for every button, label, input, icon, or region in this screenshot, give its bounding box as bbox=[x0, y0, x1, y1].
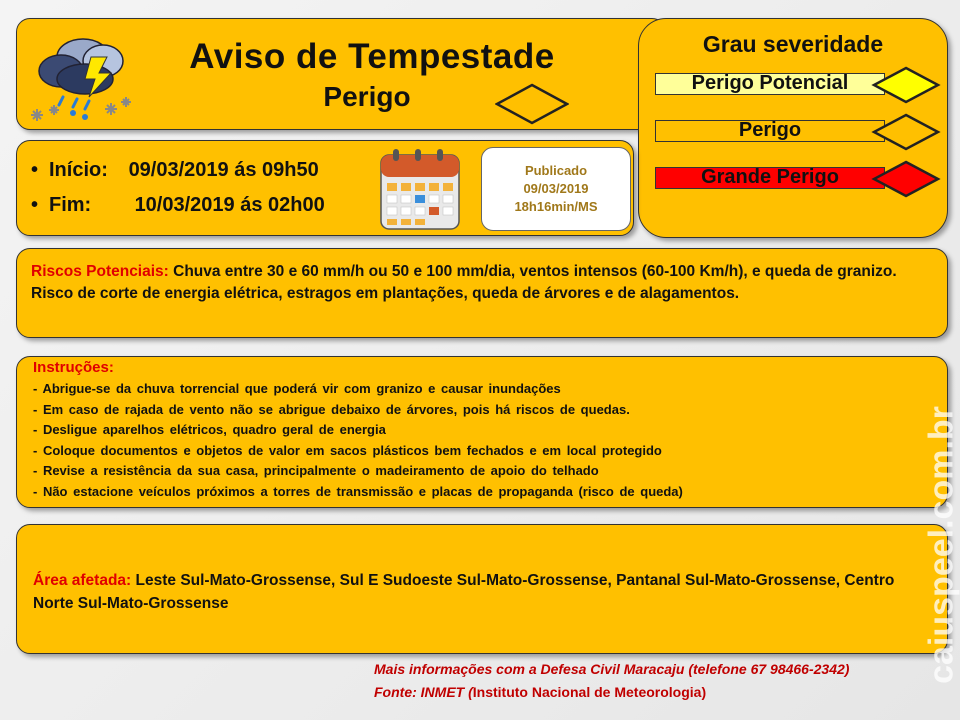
severity-diamond-icon bbox=[495, 81, 569, 127]
severity-label: Perigo Potencial bbox=[655, 73, 885, 95]
start-label: Início: bbox=[49, 159, 108, 181]
date-list bbox=[31, 159, 325, 229]
end-value: 10/03/2019 ás 02h00 bbox=[134, 194, 325, 216]
severity-level-grande bbox=[655, 167, 895, 191]
risks-description: Chuva entre 30 e 60 mm/h ou 50 e 100 mm/dia, ventos intensos (60-100 Km/h), e queda de granizo. Risco de corte de energia elétrica, estragos em plantações, queda de árvores e de alagamentos. bbox=[31, 263, 897, 302]
footer-contact: Mais informações com a Defesa Civil Maracaju (telefone 67 98466-2342) bbox=[374, 661, 850, 677]
severity-panel bbox=[638, 18, 948, 238]
instructions-panel bbox=[16, 356, 948, 508]
footer-source-prefix: Fonte: INMET ( bbox=[374, 684, 473, 700]
severity-level-potential bbox=[655, 73, 895, 97]
instruction-item: - Não estacione veículos próximos a torres de transmissão e placas de propaganda (risco de queda) bbox=[33, 483, 683, 499]
dates-panel bbox=[16, 140, 634, 236]
severity-label: Grande Perigo bbox=[655, 167, 885, 189]
instruction-item: - Coloque documentos e objetos de valor em sacos plásticos bem fechados e em local protegido bbox=[33, 442, 662, 458]
yellow-diamond-icon bbox=[871, 65, 941, 105]
instruction-item: - Desligue aparelhos elétricos, quadro geral de energia bbox=[33, 422, 386, 437]
published-box bbox=[481, 147, 631, 231]
instructions-list bbox=[33, 379, 683, 502]
footer-source bbox=[374, 684, 706, 700]
page-title: Aviso de Tempestade bbox=[189, 37, 555, 76]
area-label: Área afetada: bbox=[33, 572, 132, 589]
area-description: Leste Sul-Mato-Grossense, Sul E Sudoeste Sul-Mato-Grossense, Pantanal Sul-Mato-Grossense, Centro Norte Sul-Mato-Grossense bbox=[33, 572, 895, 612]
instruction-item: - Revise a resistência da sua casa, principalmente o madeiramento de apoio do telhado bbox=[33, 463, 599, 478]
footer-source-rest: Instituto Nacional de Meteorologia) bbox=[472, 684, 707, 700]
watermark bbox=[922, 406, 960, 684]
instruction-item: - Abrigue-se da chuva torrencial que poderá vir com granizo e causar inundações bbox=[33, 381, 561, 396]
orange-diamond-icon bbox=[871, 112, 941, 152]
red-diamond-icon bbox=[871, 159, 941, 199]
start-value: 09/03/2019 ás 09h50 bbox=[128, 159, 319, 181]
storm-cloud-icon bbox=[23, 27, 135, 125]
end-label: Fim: bbox=[49, 194, 92, 216]
instruction-item: - Em caso de rajada de vento não se abrigue debaixo de árvores, pois há riscos de quedas. bbox=[33, 401, 630, 417]
area-text bbox=[33, 569, 923, 615]
published-time: 18h16min/MS bbox=[514, 199, 598, 214]
watermark-text: caiuspeel.com.br bbox=[922, 406, 960, 684]
area-panel bbox=[16, 524, 948, 654]
title-panel bbox=[16, 18, 666, 130]
start-date: • Início: 09/03/2019 ás 09h50 bbox=[31, 159, 319, 181]
risks-panel bbox=[16, 248, 948, 338]
published-label: Publicado bbox=[524, 163, 588, 178]
risks-label: Riscos Potenciais: bbox=[31, 263, 169, 280]
calendar-icon bbox=[377, 147, 463, 233]
end-date: • Fim: 10/03/2019 ás 02h00 bbox=[31, 194, 325, 216]
risks-text bbox=[31, 261, 931, 305]
published-date: 09/03/2019 bbox=[523, 181, 589, 196]
instructions-title: Instruções: bbox=[33, 359, 114, 376]
page-subtitle: Perigo bbox=[323, 81, 411, 112]
severity-level-perigo bbox=[655, 120, 895, 144]
severity-label: Perigo bbox=[655, 120, 885, 142]
severity-title: Grau severidade bbox=[702, 31, 884, 57]
